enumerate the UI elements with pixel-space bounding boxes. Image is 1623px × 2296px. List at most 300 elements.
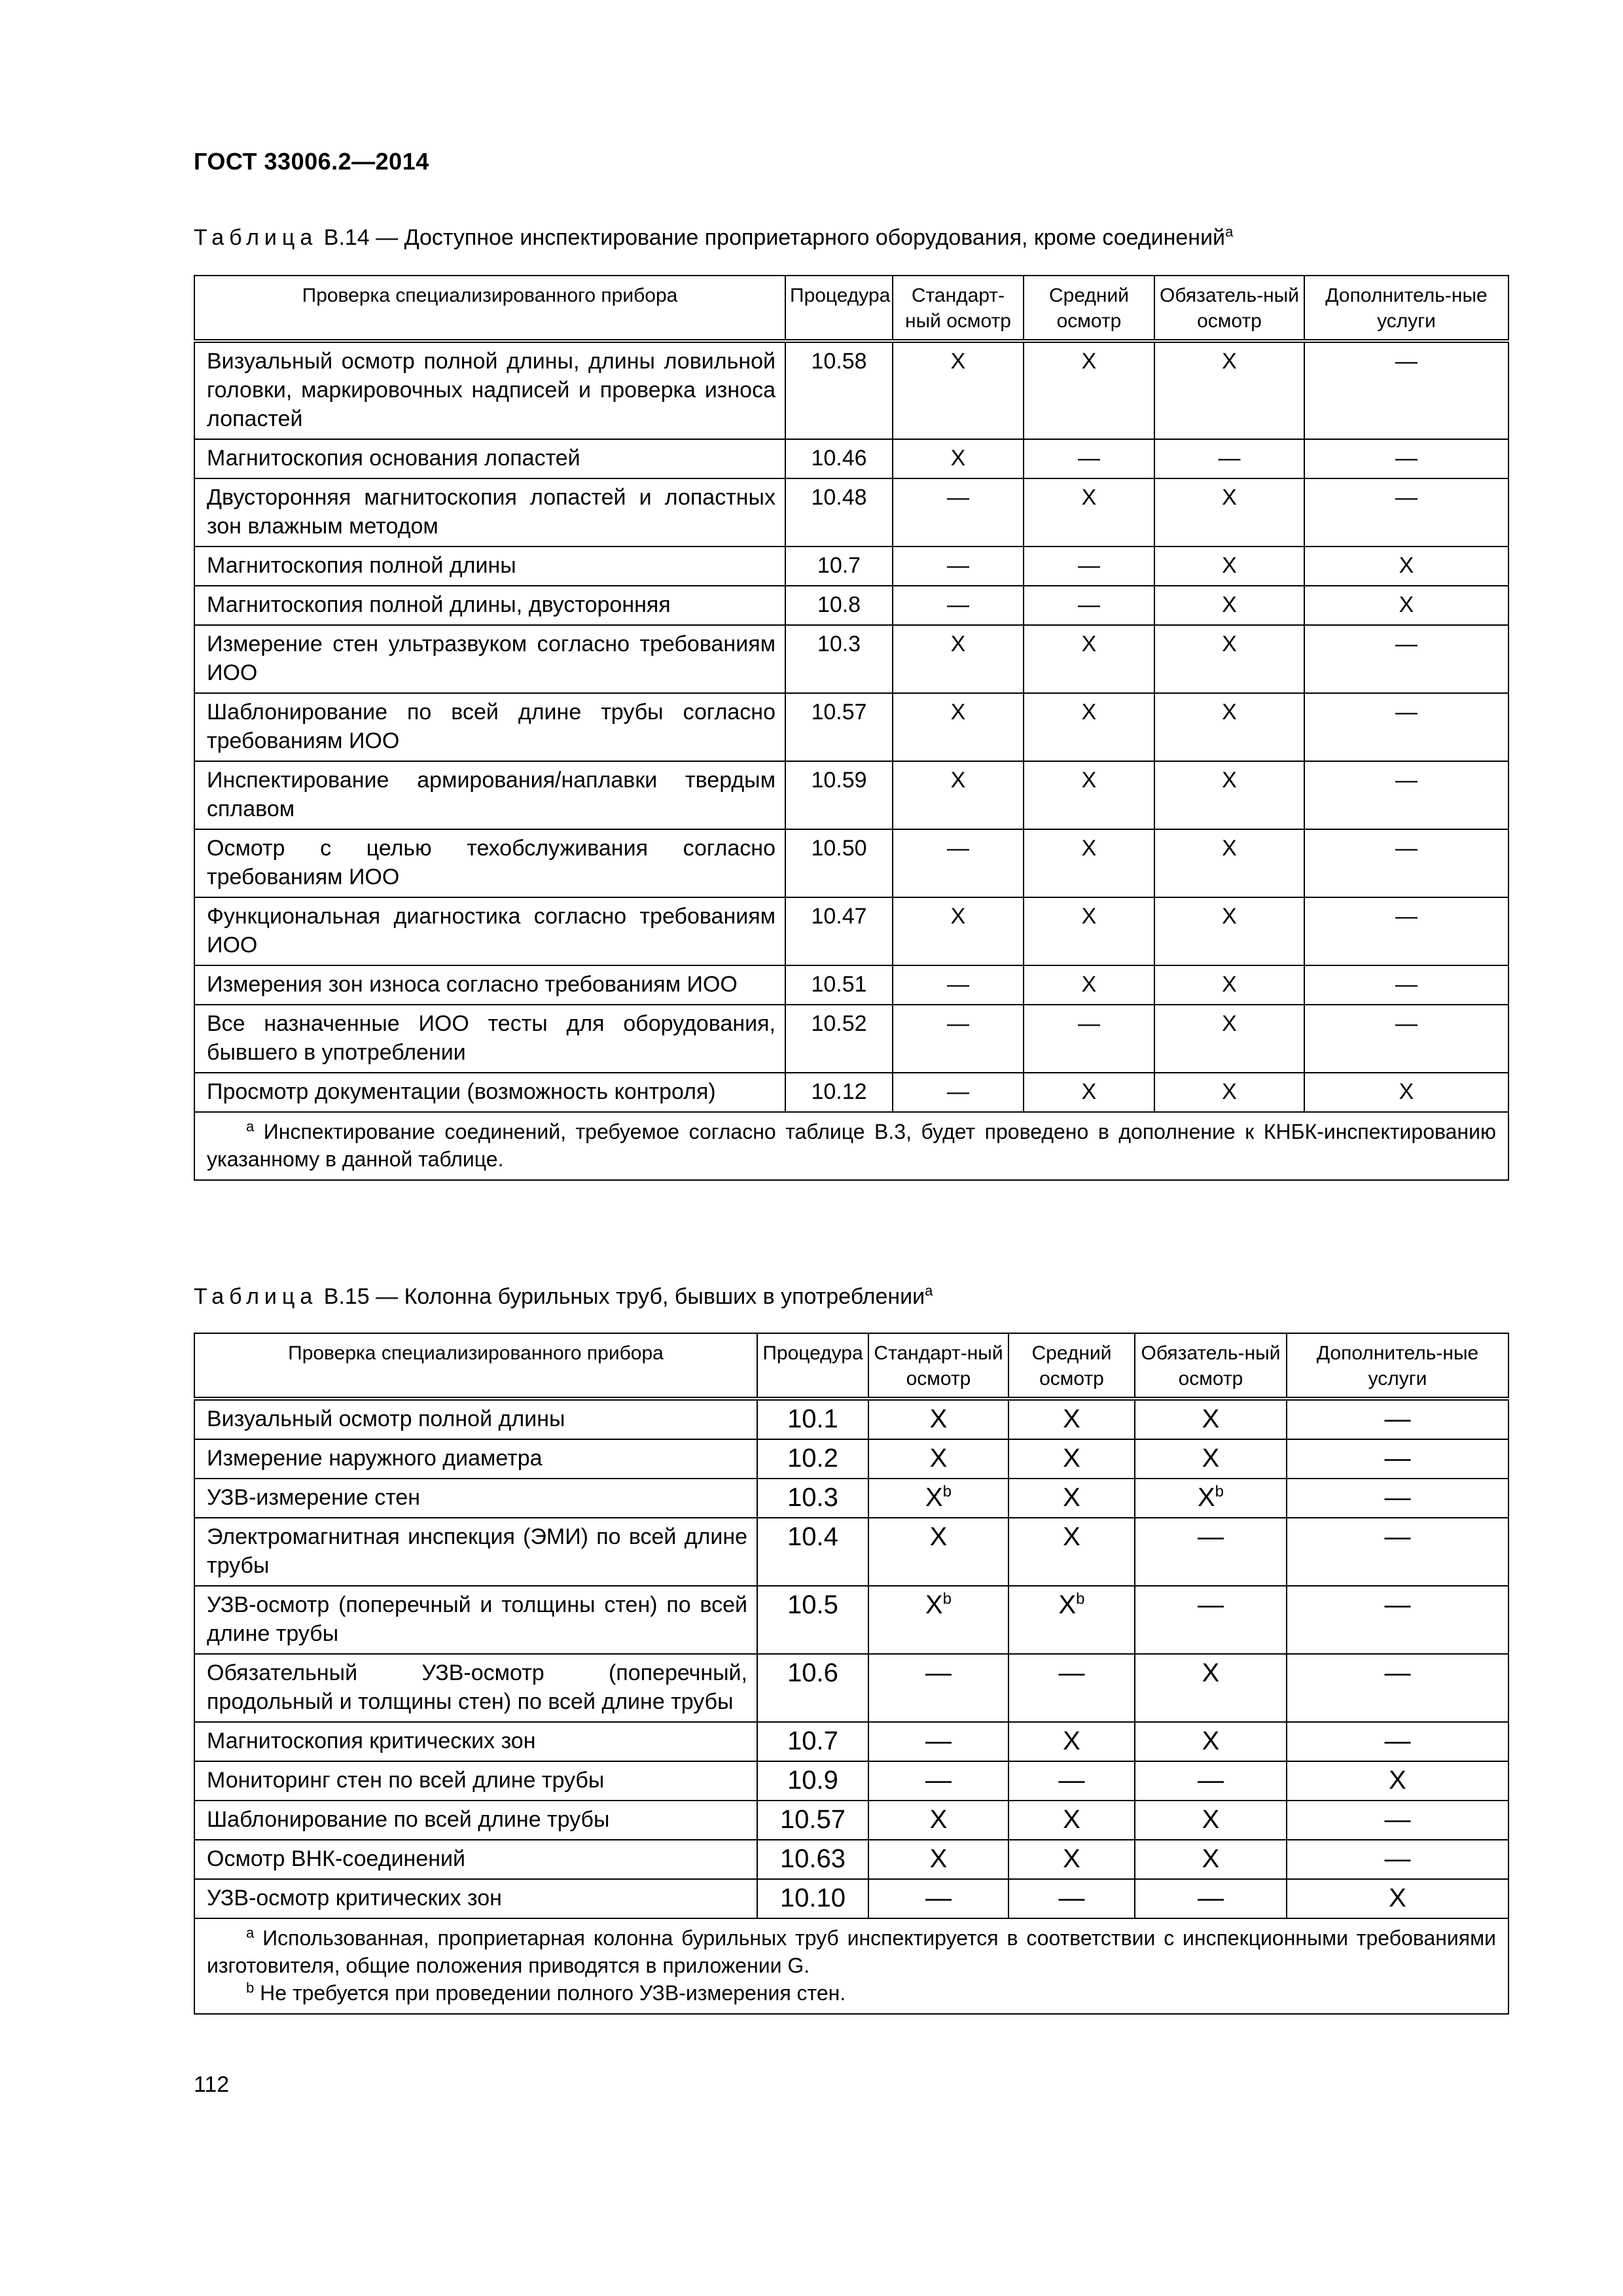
mark-value: — — [947, 485, 969, 510]
table1-col-header: Средний осмотр — [1024, 276, 1154, 341]
mark-value: X — [1063, 1405, 1080, 1433]
mark-value: — — [1078, 592, 1100, 617]
mark-value: X — [950, 700, 966, 725]
row-inspection-name: Магнитоскопия полной длины — [194, 547, 785, 586]
mark-value: X — [1389, 1766, 1406, 1795]
mark-value: — — [1384, 1590, 1411, 1619]
mark-footnote-ref: b — [1076, 1590, 1085, 1608]
row-inspection-name: Функциональная диагностика согласно требованиям ИОО — [194, 897, 785, 965]
row-mark-cell — [1287, 1399, 1508, 1439]
mark-value: X — [929, 1405, 948, 1433]
footnote-text: Не требуется при проведении полного УЗВ-измерения стен. — [260, 1981, 846, 2005]
row-mark-cell — [868, 1399, 1008, 1439]
mark-value: X — [1081, 836, 1097, 861]
mark-value: X — [1081, 972, 1097, 997]
row-mark-cell — [1304, 586, 1508, 625]
row-procedure: 10.57 — [785, 693, 893, 761]
row-procedure: 10.46 — [785, 439, 893, 478]
page-number: 112 — [194, 2072, 230, 2097]
mark-value: — — [1058, 1766, 1085, 1795]
row-mark-cell — [868, 1761, 1008, 1801]
mark-value: — — [1395, 700, 1418, 725]
table1-col-header: Процедура — [785, 276, 893, 341]
row-procedure: 10.9 — [757, 1761, 868, 1801]
table-row — [194, 693, 1508, 761]
mark-footnote-ref: b — [942, 1590, 952, 1608]
row-procedure: 10.47 — [785, 897, 893, 965]
row-procedure: 10.63 — [757, 1840, 868, 1879]
row-mark-cell — [1135, 1879, 1287, 1918]
table1-caption — [194, 225, 1233, 251]
row-inspection-name: Визуальный осмотр полной длины, длины ловильной головки, маркировочных надписей и проверка износа лопастей — [194, 341, 785, 439]
row-procedure: 10.12 — [785, 1073, 893, 1112]
mark-value: X — [1222, 1079, 1237, 1104]
mark-value: — — [947, 592, 969, 617]
mark-value: X — [1058, 1590, 1077, 1619]
row-mark-cell — [1154, 829, 1304, 897]
row-inspection-name: Магнитоскопия полной длины, двусторонняя — [194, 586, 785, 625]
mark-value: X — [1399, 1079, 1414, 1104]
mark-value: X — [1081, 1079, 1097, 1104]
mark-value: X — [1222, 972, 1237, 997]
table-row — [194, 897, 1508, 965]
mark-value: X — [1202, 1727, 1220, 1755]
row-inspection-name: УЗВ-измерение стен — [194, 1479, 757, 1518]
table2-header-row — [194, 1333, 1508, 1399]
table1-body — [194, 341, 1508, 1112]
row-mark-cell — [1287, 1761, 1508, 1801]
row-mark-cell — [1287, 1840, 1508, 1879]
mark-value: X — [1081, 904, 1097, 929]
table1-footnote-row — [194, 1112, 1508, 1180]
row-mark-cell — [1304, 693, 1508, 761]
mark-value: — — [1198, 1884, 1224, 1912]
mark-value: X — [1222, 592, 1237, 617]
row-mark-cell — [868, 1479, 1008, 1518]
row-inspection-name: Обязательный УЗВ-осмотр (поперечный, продольный и толщины стен) по всей длине трубы — [194, 1654, 757, 1722]
row-procedure: 10.7 — [757, 1722, 868, 1761]
row-mark-cell — [893, 625, 1024, 693]
mark-value: X — [1222, 349, 1237, 374]
row-mark-cell — [1154, 761, 1304, 829]
row-mark-cell — [1154, 693, 1304, 761]
mark-value: — — [1395, 768, 1418, 793]
mark-value: X — [1081, 349, 1097, 374]
table2-col-header: Обязатель-ный осмотр — [1135, 1333, 1287, 1399]
mark-value: X — [950, 349, 966, 374]
row-procedure: 10.4 — [757, 1518, 868, 1586]
mark-value: X — [925, 1483, 943, 1512]
row-mark-cell — [1008, 1801, 1135, 1840]
table2-col-header: Дополнитель-ные услуги — [1287, 1333, 1508, 1399]
mark-value: — — [925, 1727, 952, 1755]
row-procedure: 10.5 — [757, 1586, 868, 1654]
row-mark-cell — [868, 1439, 1008, 1479]
row-mark-cell — [1154, 439, 1304, 478]
row-mark-cell — [1008, 1479, 1135, 1518]
table-row — [194, 761, 1508, 829]
table1-col-header: Дополнитель-ные услуги — [1304, 276, 1508, 341]
row-inspection-name: Все назначенные ИОО тесты для оборудования, бывшего в употреблении — [194, 1005, 785, 1073]
row-mark-cell — [1024, 547, 1154, 586]
mark-value: X — [1081, 485, 1097, 510]
table-row — [194, 586, 1508, 625]
table1-caption-word: Таблица — [194, 225, 318, 250]
row-mark-cell — [1008, 1518, 1135, 1586]
row-procedure: 10.10 — [757, 1879, 868, 1918]
row-inspection-name: Магнитоскопия критических зон — [194, 1722, 757, 1761]
row-procedure: 10.3 — [757, 1479, 868, 1518]
table-row — [194, 1399, 1508, 1439]
mark-value: — — [1384, 1659, 1411, 1687]
table2-body — [194, 1399, 1508, 1918]
row-inspection-name: Осмотр с целью техобслуживания согласно требованиям ИОО — [194, 829, 785, 897]
row-inspection-name: Двусторонняя магнитоскопия лопастей и лопастных зон влажным методом — [194, 478, 785, 547]
row-mark-cell — [893, 1005, 1024, 1073]
row-mark-cell — [1008, 1722, 1135, 1761]
row-mark-cell — [893, 439, 1024, 478]
mark-value: X — [929, 1444, 948, 1473]
row-mark-cell — [1135, 1840, 1287, 1879]
table1-header-row — [194, 276, 1508, 341]
table-row — [194, 1654, 1508, 1722]
mark-value: — — [1198, 1522, 1224, 1551]
row-mark-cell — [893, 547, 1024, 586]
row-mark-cell — [1287, 1479, 1508, 1518]
row-mark-cell — [1024, 625, 1154, 693]
mark-value: X — [1222, 904, 1237, 929]
row-mark-cell — [1304, 341, 1508, 439]
mark-value: — — [947, 1079, 969, 1104]
mark-value: X — [1197, 1483, 1215, 1512]
row-mark-cell — [1304, 478, 1508, 547]
row-procedure: 10.8 — [785, 586, 893, 625]
row-procedure: 10.3 — [785, 625, 893, 693]
row-procedure: 10.2 — [757, 1439, 868, 1479]
mark-value: — — [1384, 1844, 1411, 1873]
mark-value: — — [1078, 446, 1100, 471]
row-mark-cell — [1154, 965, 1304, 1005]
row-mark-cell — [893, 829, 1024, 897]
row-mark-cell — [1304, 625, 1508, 693]
row-procedure: 10.58 — [785, 341, 893, 439]
row-mark-cell — [1135, 1518, 1287, 1586]
table-row — [194, 478, 1508, 547]
mark-value: — — [1058, 1659, 1085, 1687]
table-row — [194, 341, 1508, 439]
row-mark-cell — [1154, 897, 1304, 965]
mark-value: — — [1198, 1766, 1224, 1795]
row-inspection-name: Просмотр документации (возможность контроля) — [194, 1073, 785, 1112]
table2-caption-text: В.15 — Колонна бурильных труб, бывших в употреблении — [323, 1284, 925, 1309]
table1 — [194, 275, 1509, 1181]
mark-value: — — [1384, 1405, 1411, 1433]
row-mark-cell — [1008, 1761, 1135, 1801]
mark-value: — — [1395, 485, 1418, 510]
mark-value: X — [1081, 700, 1097, 725]
row-mark-cell — [1024, 439, 1154, 478]
row-mark-cell — [1154, 1005, 1304, 1073]
mark-value: X — [1202, 1844, 1220, 1873]
row-mark-cell — [1008, 1840, 1135, 1879]
table-row — [194, 1439, 1508, 1479]
table1-col-header: Обязатель-ный осмотр — [1154, 276, 1304, 341]
row-mark-cell — [868, 1722, 1008, 1761]
row-mark-cell — [1287, 1439, 1508, 1479]
mark-value: — — [1395, 632, 1418, 656]
footnote-marker: a — [246, 1118, 255, 1135]
row-mark-cell — [1304, 761, 1508, 829]
row-mark-cell — [1287, 1654, 1508, 1722]
row-mark-cell — [1135, 1722, 1287, 1761]
row-mark-cell — [1024, 478, 1154, 547]
row-mark-cell — [1304, 547, 1508, 586]
table2-col-header: Стандарт-ный осмотр — [868, 1333, 1008, 1399]
row-procedure: 10.52 — [785, 1005, 893, 1073]
row-mark-cell — [1304, 897, 1508, 965]
mark-value: X — [1222, 1011, 1237, 1036]
row-mark-cell — [1008, 1399, 1135, 1439]
row-mark-cell — [893, 693, 1024, 761]
table-row — [194, 547, 1508, 586]
table-row — [194, 965, 1508, 1005]
row-inspection-name: Мониторинг стен по всей длине трубы — [194, 1761, 757, 1801]
table-row — [194, 1073, 1508, 1112]
row-inspection-name: Визуальный осмотр полной длины — [194, 1399, 757, 1439]
row-mark-cell — [1024, 1005, 1154, 1073]
mark-value: — — [947, 553, 969, 578]
mark-value: X — [1081, 768, 1097, 793]
mark-value: X — [1202, 1444, 1220, 1473]
row-mark-cell — [1304, 439, 1508, 478]
row-mark-cell — [1287, 1801, 1508, 1840]
mark-value: X — [1063, 1522, 1080, 1551]
row-inspection-name: УЗВ-осмотр критических зон — [194, 1879, 757, 1918]
row-inspection-name: Инспектирование армирования/наплавки твердым сплавом — [194, 761, 785, 829]
mark-value: — — [925, 1884, 952, 1912]
mark-value: — — [947, 836, 969, 861]
mark-value: X — [929, 1805, 948, 1834]
mark-value: X — [1399, 553, 1414, 578]
mark-value: X — [950, 632, 966, 656]
mark-value: X — [1389, 1884, 1406, 1912]
mark-value: X — [1222, 700, 1237, 725]
mark-value: X — [1222, 553, 1237, 578]
mark-value: — — [1384, 1727, 1411, 1755]
mark-value: — — [925, 1766, 952, 1795]
table-row — [194, 1586, 1508, 1654]
row-mark-cell — [1304, 1073, 1508, 1112]
table-row — [194, 1840, 1508, 1879]
row-mark-cell — [1135, 1399, 1287, 1439]
row-mark-cell — [1154, 341, 1304, 439]
mark-value: X — [1063, 1483, 1080, 1512]
footnote-text: Инспектирование соединений, требуемое согласно таблице В.3, будет проведено в дополнение к КНБК-инспектированию указанному в данной таблице. — [207, 1120, 1497, 1171]
table-row — [194, 1518, 1508, 1586]
table-row — [194, 439, 1508, 478]
row-mark-cell — [1304, 829, 1508, 897]
row-mark-cell — [1135, 1654, 1287, 1722]
mark-value: — — [947, 972, 969, 997]
table-row — [194, 1479, 1508, 1518]
table2-caption-word: Таблица — [194, 1284, 318, 1309]
mark-value: X — [929, 1844, 948, 1873]
row-mark-cell — [1024, 586, 1154, 625]
mark-value: — — [1384, 1483, 1411, 1512]
row-mark-cell — [1154, 586, 1304, 625]
table-row — [194, 1801, 1508, 1840]
mark-value: — — [1078, 553, 1100, 578]
row-mark-cell — [1154, 625, 1304, 693]
mark-value: X — [1222, 836, 1237, 861]
mark-value: X — [1063, 1805, 1080, 1834]
table-row — [194, 1879, 1508, 1918]
row-mark-cell — [868, 1586, 1008, 1654]
mark-value: X — [950, 768, 966, 793]
row-mark-cell — [1024, 761, 1154, 829]
mark-value: X — [925, 1590, 943, 1619]
row-mark-cell — [1135, 1761, 1287, 1801]
row-procedure: 10.59 — [785, 761, 893, 829]
table1-footnote — [194, 1112, 1508, 1180]
mark-value: X — [1202, 1659, 1220, 1687]
mark-value: X — [1063, 1727, 1080, 1755]
mark-value: — — [1395, 836, 1418, 861]
row-mark-cell — [1008, 1439, 1135, 1479]
mark-value: X — [1063, 1844, 1080, 1873]
row-procedure: 10.6 — [757, 1654, 868, 1722]
mark-value: X — [1202, 1405, 1220, 1433]
row-mark-cell — [1135, 1479, 1287, 1518]
footnote-text: Использованная, проприетарная колонна бурильных труб инспектируется в соответствии с инспекционными требованиями изготовителя, общие положения приводятся в приложении G. — [207, 1926, 1497, 1977]
row-mark-cell — [893, 478, 1024, 547]
row-inspection-name: Осмотр ВНК-соединений — [194, 1840, 757, 1879]
row-mark-cell — [893, 965, 1024, 1005]
table2-caption-sup: a — [925, 1282, 933, 1299]
mark-value: X — [929, 1522, 948, 1551]
table1-caption-sup: a — [1225, 223, 1234, 240]
row-mark-cell — [868, 1840, 1008, 1879]
table-row — [194, 829, 1508, 897]
table-row — [194, 1005, 1508, 1073]
footnote-marker: b — [246, 1979, 255, 1996]
mark-value: — — [925, 1659, 952, 1687]
row-mark-cell — [868, 1654, 1008, 1722]
row-mark-cell — [1024, 1073, 1154, 1112]
row-mark-cell — [1287, 1879, 1508, 1918]
table1-caption-text: В.14 — Доступное инспектирование проприетарного оборудования, кроме соединений — [323, 225, 1226, 250]
row-mark-cell — [1008, 1879, 1135, 1918]
mark-value: X — [1202, 1805, 1220, 1834]
mark-value: — — [1384, 1805, 1411, 1834]
table2-col-header: Средний осмотр — [1008, 1333, 1135, 1399]
table2-footnote — [194, 1918, 1508, 2014]
mark-value: — — [1395, 446, 1418, 471]
mark-value: — — [1395, 1011, 1418, 1036]
table-row — [194, 1722, 1508, 1761]
row-mark-cell — [1135, 1801, 1287, 1840]
row-inspection-name: Измерение наружного диаметра — [194, 1439, 757, 1479]
table1-col-header: Проверка специализированного прибора — [194, 276, 785, 341]
mark-value: X — [1222, 485, 1237, 510]
table-row — [194, 1761, 1508, 1801]
row-inspection-name: Электромагнитная инспекция (ЭМИ) по всей длине трубы — [194, 1518, 757, 1586]
mark-value: — — [1384, 1444, 1411, 1473]
row-mark-cell — [893, 341, 1024, 439]
row-mark-cell — [893, 1073, 1024, 1112]
row-inspection-name: Шаблонирование по всей длине трубы согласно требованиям ИОО — [194, 693, 785, 761]
mark-footnote-ref: b — [1215, 1482, 1224, 1501]
row-mark-cell — [868, 1879, 1008, 1918]
table2-col-header: Процедура — [757, 1333, 868, 1399]
row-mark-cell — [1024, 693, 1154, 761]
mark-value: — — [947, 1011, 969, 1036]
row-procedure: 10.51 — [785, 965, 893, 1005]
row-procedure: 10.50 — [785, 829, 893, 897]
table2-footnote-row — [194, 1918, 1508, 2014]
row-mark-cell — [868, 1801, 1008, 1840]
row-procedure: 10.1 — [757, 1399, 868, 1439]
mark-value: X — [1222, 632, 1237, 656]
mark-footnote-ref: b — [942, 1482, 952, 1501]
mark-value: — — [1218, 446, 1241, 471]
row-mark-cell — [1287, 1518, 1508, 1586]
mark-value: — — [1395, 349, 1418, 374]
row-mark-cell — [868, 1518, 1008, 1586]
row-mark-cell — [1008, 1586, 1135, 1654]
row-inspection-name: Измерения зон износа согласно требованиям ИОО — [194, 965, 785, 1005]
row-inspection-name: Измерение стен ультразвуком согласно требованиям ИОО — [194, 625, 785, 693]
row-mark-cell — [1024, 897, 1154, 965]
row-mark-cell — [1024, 829, 1154, 897]
row-mark-cell — [1135, 1439, 1287, 1479]
row-mark-cell — [1008, 1654, 1135, 1722]
document-header: ГОСТ 33006.2—2014 — [194, 148, 429, 175]
row-procedure: 10.57 — [757, 1801, 868, 1840]
mark-value: X — [950, 904, 966, 929]
mark-value: X — [1063, 1444, 1080, 1473]
row-mark-cell — [893, 897, 1024, 965]
row-procedure: 10.48 — [785, 478, 893, 547]
row-mark-cell — [1024, 965, 1154, 1005]
row-inspection-name: УЗВ-осмотр (поперечный и толщины стен) по всей длине трубы — [194, 1586, 757, 1654]
mark-value: — — [1078, 1011, 1100, 1036]
mark-value: X — [1399, 592, 1414, 617]
row-mark-cell — [1304, 965, 1508, 1005]
row-mark-cell — [1154, 478, 1304, 547]
row-inspection-name: Шаблонирование по всей длине трубы — [194, 1801, 757, 1840]
mark-value: X — [1222, 768, 1237, 793]
row-mark-cell — [893, 586, 1024, 625]
table-row — [194, 625, 1508, 693]
row-mark-cell — [1024, 341, 1154, 439]
table2-caption — [194, 1284, 933, 1310]
table1-col-header: Стандарт-ный осмотр — [893, 276, 1024, 341]
table2-col-header: Проверка специализированного прибора — [194, 1333, 757, 1399]
mark-value: — — [1384, 1522, 1411, 1551]
row-mark-cell — [1304, 1005, 1508, 1073]
row-inspection-name: Магнитоскопия основания лопастей — [194, 439, 785, 478]
row-mark-cell — [893, 761, 1024, 829]
row-mark-cell — [1287, 1722, 1508, 1761]
row-procedure: 10.7 — [785, 547, 893, 586]
mark-value: — — [1058, 1884, 1085, 1912]
row-mark-cell — [1135, 1586, 1287, 1654]
mark-value: — — [1395, 904, 1418, 929]
mark-value: X — [1081, 632, 1097, 656]
table2 — [194, 1333, 1509, 2015]
mark-value: — — [1395, 972, 1418, 997]
